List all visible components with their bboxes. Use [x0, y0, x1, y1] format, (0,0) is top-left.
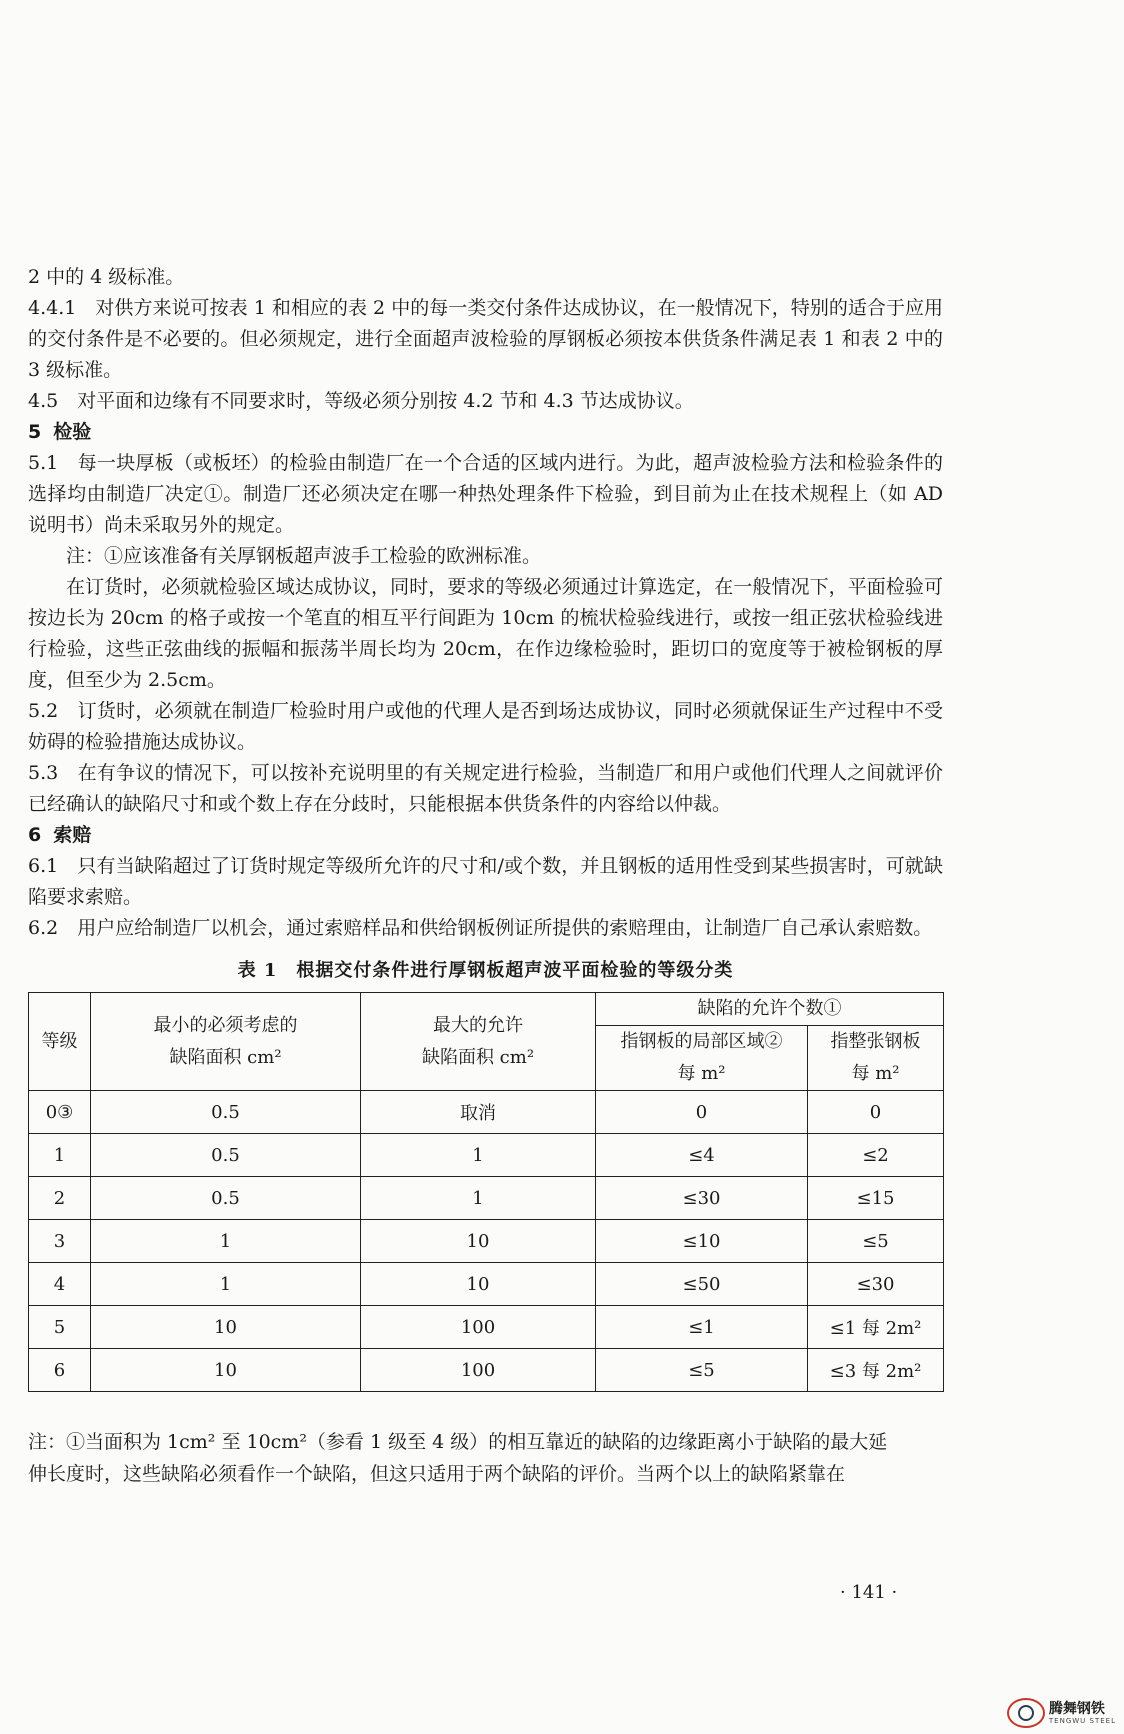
header-grade: 等级 [29, 993, 91, 1091]
cell-local-count: 0 [596, 1091, 808, 1134]
cell-grade: 2 [29, 1177, 91, 1220]
table-row [29, 1263, 944, 1306]
header-min-area-line2: 缺陷面积 cm² [169, 1046, 282, 1068]
publisher-logo [1007, 1698, 1116, 1728]
paragraph-5-1-order: 在订货时，必须就检验区域达成协议，同时，要求的等级必须通过计算选定，在一般情况下，平面检验可按边长为 20cm 的格子或按一个笔直的相互平行间距为 10cm 的梳状检验线进行，或按一组正弦状检验线进行检验，这些正弦曲线的振幅和振荡半周长均为 20cm，在作边缘检验时，距切口的宽度等于被检钢板的厚度，但至少为 2.5cm。 [28, 576, 943, 691]
header-min-area [91, 993, 361, 1091]
table-title: 表 1 根据交付条件进行厚钢板超声波平面检验的等级分类 [237, 960, 734, 981]
cell-max-area: 1 [361, 1134, 596, 1177]
section-title: 索赔 [53, 824, 92, 846]
header-whole-line2: 每 m² [851, 1063, 900, 1084]
cell-min-area: 10 [91, 1349, 361, 1392]
paragraph-continuation: 2 中的 4 级标准。 [28, 266, 185, 288]
cell-local-count: ≤30 [596, 1177, 808, 1220]
cell-max-area: 10 [361, 1263, 596, 1306]
cell-whole-count: ≤3 每 2m² [808, 1349, 944, 1392]
header-max-area-line1: 最大的允许 [433, 1014, 523, 1036]
cell-max-area: 100 [361, 1349, 596, 1392]
header-whole-plate [808, 1026, 944, 1091]
section-number: 6 [28, 824, 42, 846]
footnote-line-2: 伸长度时，这些缺陷必须看作一个缺陷，但这只适用于两个缺陷的评价。当两个以上的缺陷紧靠在 [28, 1463, 846, 1485]
paragraph-5-3: 5.3 在有争议的情况下，可以按补充说明里的有关规定进行检验，当制造厂和用户或他们代理人之间就评价已经确认的缺陷尺寸和或个数上存在分歧时，只能根据本供货条件的内容给以仲裁。 [28, 762, 943, 815]
cell-grade: 1 [29, 1134, 91, 1177]
table-row [29, 1091, 944, 1134]
cell-local-count: ≤10 [596, 1220, 808, 1263]
cell-whole-count: 0 [808, 1091, 944, 1134]
paragraph-5-2: 5.2 订货时，必须就在制造厂检验时用户或他的代理人是否到场达成协议，同时必须就保证生产过程中不受妨碍的检验措施达成协议。 [28, 700, 943, 753]
header-max-area-line2: 缺陷面积 cm² [421, 1046, 535, 1068]
cell-min-area: 0.5 [91, 1091, 361, 1134]
paragraph-5-1: 5.1 每一块厚板（或板坯）的检验由制造厂在一个合适的区域内进行。为此，超声波检验方法和检验条件的选择均由制造厂决定①。制造厂还必须决定在哪一种热处理条件下检验，到目前为止在技术规程上（如 AD 说明书）尚未采取另外的规定。 [28, 452, 943, 536]
paragraph-4-5: 4.5 对平面和边缘有不同要求时，等级必须分别按 4.2 节和 4.3 节达成协议。 [28, 390, 694, 412]
cell-local-count: ≤5 [596, 1349, 808, 1392]
logo-subtitle: TENGWU STEEL [1048, 1716, 1116, 1725]
header-local-line2: 每 m² [677, 1063, 726, 1084]
document-body [28, 262, 943, 1490]
cell-max-area: 10 [361, 1220, 596, 1263]
header-max-area [361, 993, 596, 1091]
page-number: · 141 · [840, 1582, 898, 1603]
cell-grade: 3 [29, 1220, 91, 1263]
header-allowed-count: 缺陷的允许个数① [596, 993, 944, 1026]
cell-grade: 0③ [29, 1091, 91, 1134]
section-heading-5 [28, 417, 943, 448]
cell-local-count: ≤1 [596, 1306, 808, 1349]
note-5-1: 注：①应该准备有关厚钢板超声波手工检验的欧洲标准。 [66, 545, 542, 567]
table-row [29, 1220, 944, 1263]
paragraph-4-4-1: 4.4.1 对供方来说可按表 1 和相应的表 2 中的每一类交付条件达成协议，在一般情况下，特别的适合于应用的交付条件是不必要的。但必须规定，进行全面超声波检验的厚钢板必须按本供货条件满足表 1 和表 2 中的 3 级标准。 [28, 297, 943, 381]
footnote-line-1: 注：①当面积为 1cm² 至 10cm²（参看 1 级至 4 级）的相互靠近的缺陷的边缘距离小于缺陷的最大延 [28, 1431, 888, 1453]
logo-name: 腾舞钢铁 [1048, 1700, 1105, 1717]
cell-grade: 6 [29, 1349, 91, 1392]
cell-whole-count: ≤2 [808, 1134, 944, 1177]
header-local-area [596, 1026, 808, 1091]
cell-whole-count: ≤15 [808, 1177, 944, 1220]
grade-classification-table [28, 992, 944, 1392]
cell-whole-count: ≤5 [808, 1220, 944, 1263]
cell-local-count: ≤4 [596, 1134, 808, 1177]
cell-min-area: 10 [91, 1306, 361, 1349]
cell-min-area: 1 [91, 1220, 361, 1263]
header-min-area-line1: 最小的必须考虑的 [153, 1014, 298, 1036]
table-row [29, 1177, 944, 1220]
cell-local-count: ≤50 [596, 1263, 808, 1306]
header-whole-line1: 指整张钢板 [830, 1031, 921, 1052]
cell-min-area: 0.5 [91, 1134, 361, 1177]
section-title: 检验 [53, 421, 92, 443]
table-row [29, 1134, 944, 1177]
cell-grade: 4 [29, 1263, 91, 1306]
logo-icon [1007, 1698, 1045, 1728]
section-heading-6 [28, 820, 943, 851]
cell-max-area: 取消 [361, 1091, 596, 1134]
cell-whole-count: ≤1 每 2m² [808, 1306, 944, 1349]
table-row [29, 1306, 944, 1349]
cell-grade: 5 [29, 1306, 91, 1349]
section-number: 5 [28, 421, 42, 443]
cell-max-area: 1 [361, 1177, 596, 1220]
paragraph-6-1: 6.1 只有当缺陷超过了订货时规定等级所允许的尺寸和/或个数，并且钢板的适用性受到某些损害时，可就缺陷要求索赔。 [28, 855, 943, 908]
cell-whole-count: ≤30 [808, 1263, 944, 1306]
table-row [29, 1349, 944, 1392]
paragraph-6-2: 6.2 用户应给制造厂以机会，通过索赔样品和供给钢板例证所提供的索赔理由，让制造厂自己承认索赔数。 [28, 917, 933, 939]
cell-max-area: 100 [361, 1306, 596, 1349]
header-local-line1: 指钢板的局部区域② [620, 1031, 783, 1052]
cell-min-area: 1 [91, 1263, 361, 1306]
cell-min-area: 0.5 [91, 1177, 361, 1220]
